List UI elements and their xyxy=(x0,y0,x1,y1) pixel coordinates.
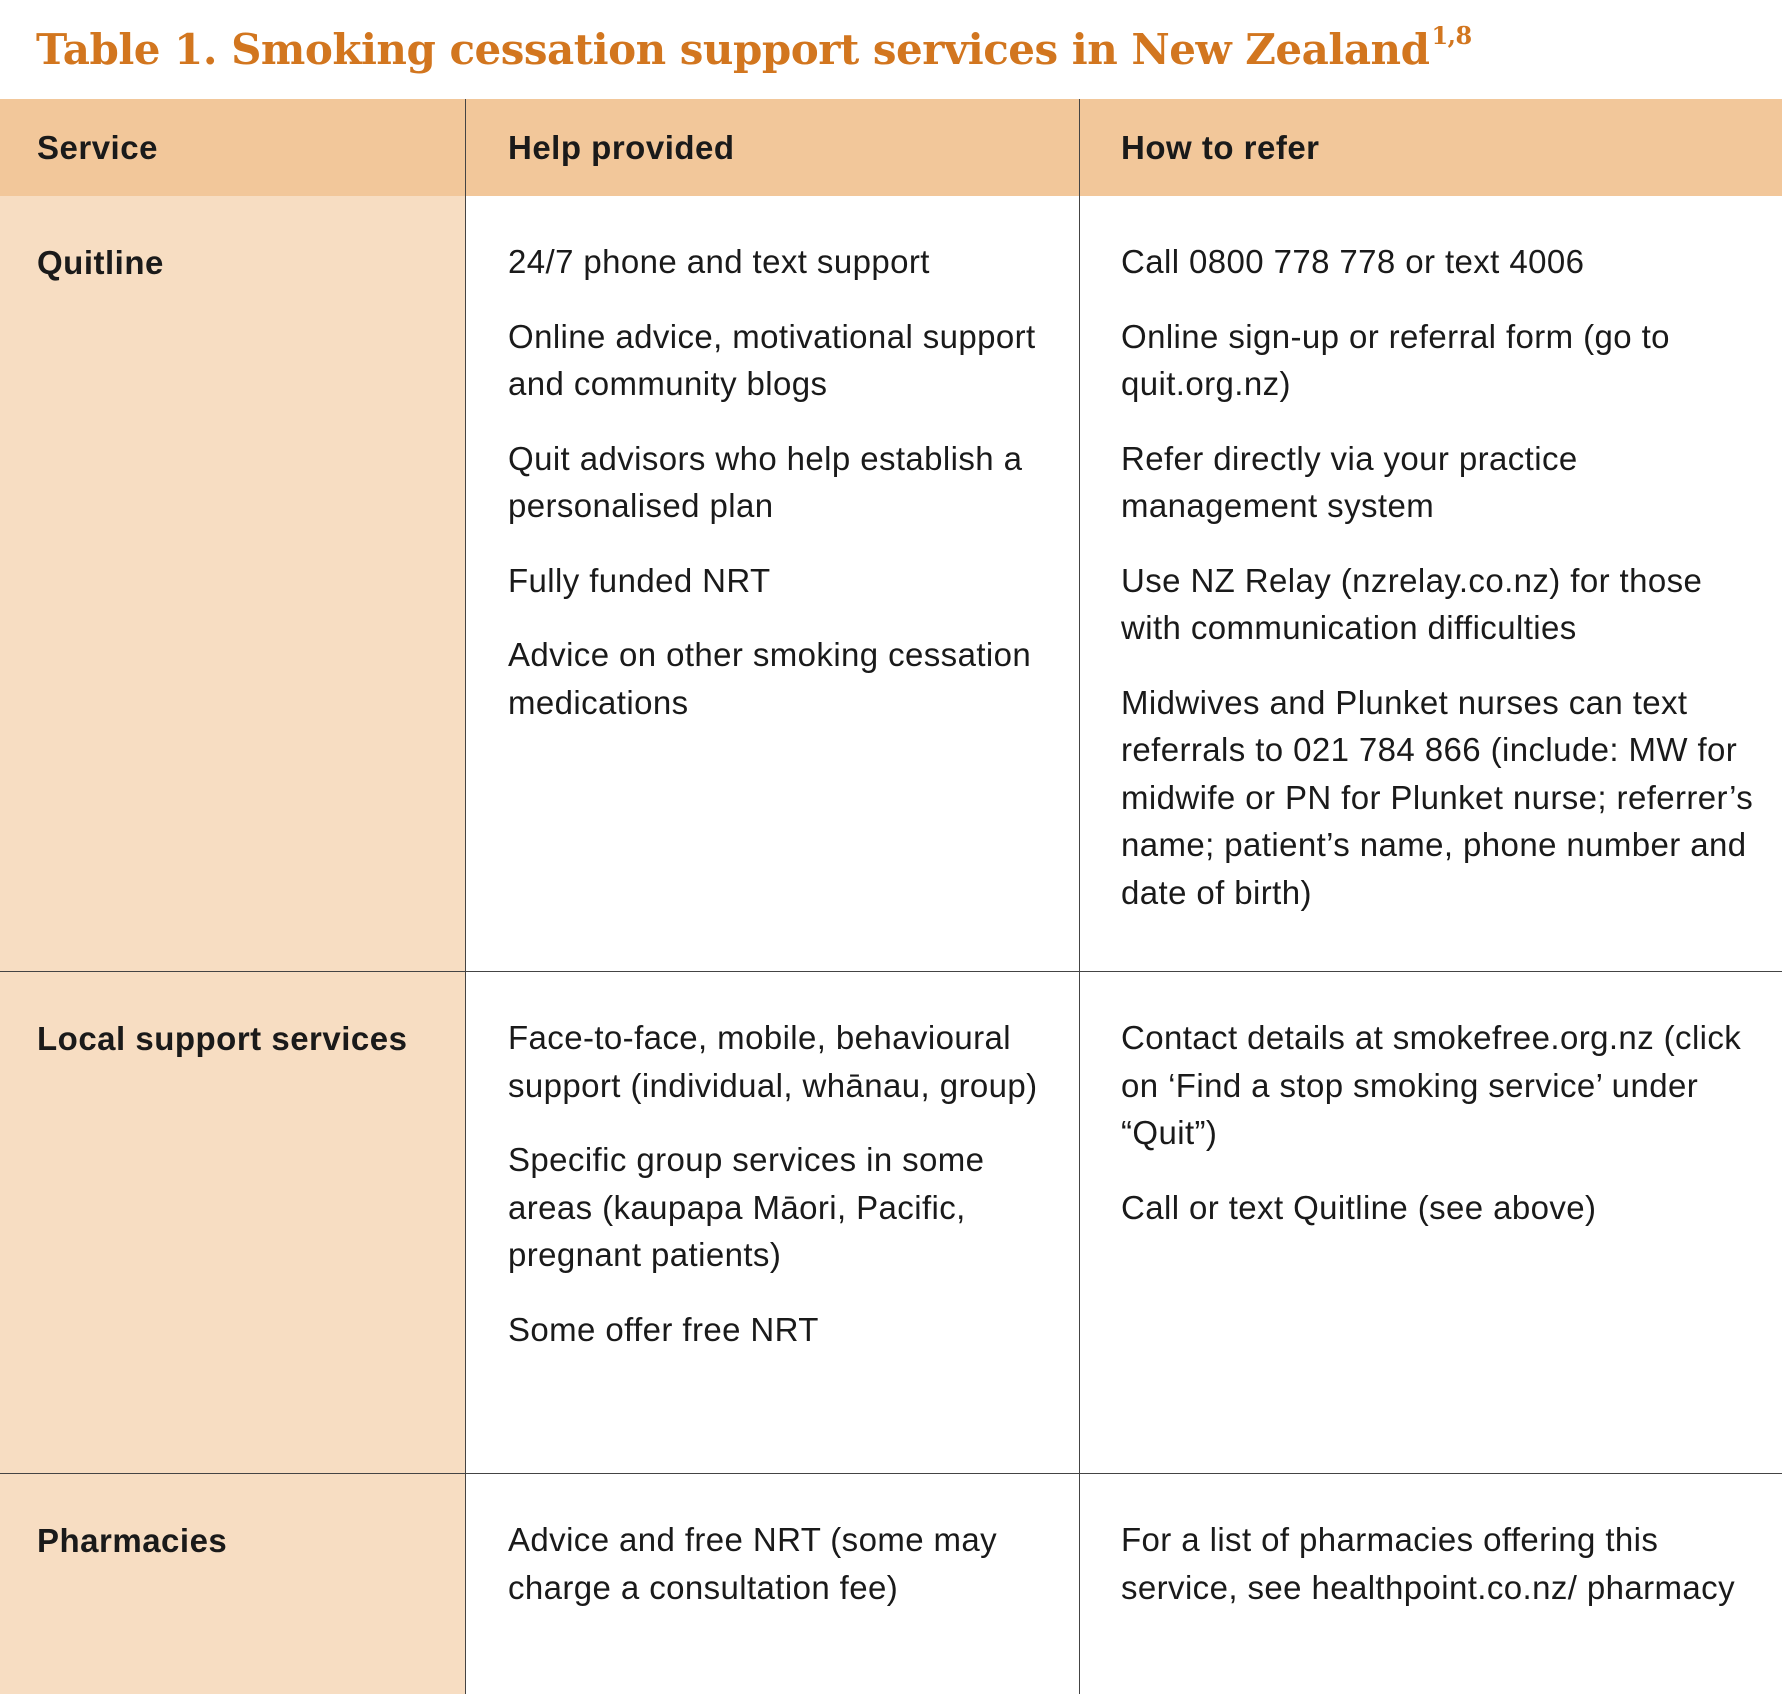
refer-item: For a list of pharmacies offering this service, see healthpoint.co.nz/ pharmacy xyxy=(1121,1521,1735,1606)
header-how-to-refer xyxy=(1079,99,1782,196)
help-item: Specific group services in some areas (kaupapa Māori, Pacific, pregnant patients) xyxy=(508,1141,985,1273)
row-quitline-service xyxy=(0,196,465,971)
help-item: Some offer free NRT xyxy=(508,1310,819,1348)
header-service-label: Service xyxy=(37,128,158,166)
row-pharmacies-refer xyxy=(1079,1473,1782,1694)
header-refer-label: How to refer xyxy=(1121,128,1320,166)
refer-item: Refer directly via your practice management system xyxy=(1121,439,1578,524)
header-help-label: Help provided xyxy=(508,128,735,166)
refer-item: Online sign-up or referral form (go to quit.org.nz) xyxy=(1121,317,1670,402)
refer-item: Use NZ Relay (nzrelay.co.nz) for those with communication difficulties xyxy=(1121,561,1703,646)
help-item: Advice and free NRT (some may charge a consultation fee) xyxy=(508,1521,998,1606)
row-local-support-help xyxy=(465,971,1079,1473)
row-quitline-help xyxy=(465,196,1079,971)
help-item: 24/7 phone and text support xyxy=(508,243,930,280)
refer-item: Contact details at smokefree.org.nz (click on ‘Find a stop smoking service’ under “Quit”) xyxy=(1121,1019,1742,1151)
help-item: Fully funded NRT xyxy=(508,561,771,599)
row-pharmacies-service xyxy=(0,1473,465,1694)
row-quitline-refer xyxy=(1079,196,1782,971)
help-item: Quit advisors who help establish a personalised plan xyxy=(508,439,1023,524)
row-local-support-service xyxy=(0,971,465,1473)
help-item: Online advice, motivational support and community blogs xyxy=(508,317,1036,402)
table-title xyxy=(36,20,1472,80)
row-pharmacies-help xyxy=(465,1473,1079,1694)
refer-item: Midwives and Plunket nurses can text referrals to 021 784 866 (include: MW for midwife or PN for Plunket nurse; referrer’s name; patient’s name, phone number and date of birth) xyxy=(1121,683,1754,911)
header-help-provided xyxy=(465,99,1079,196)
table-title-text: Table 1. Smoking cessation support services in New Zealand xyxy=(36,25,1430,74)
refer-item: Call or text Quitline (see above) xyxy=(1121,1188,1597,1226)
help-item: Advice on other smoking cessation medications xyxy=(508,636,1032,721)
header-service xyxy=(0,99,465,196)
service-name-local-support: Local support services xyxy=(37,1020,408,1057)
service-name-pharmacies: Pharmacies xyxy=(37,1522,228,1559)
help-item: Face-to-face, mobile, behavioural support (individual, whānau, group) xyxy=(508,1019,1038,1104)
services-table xyxy=(0,99,1782,1694)
row-local-support-refer xyxy=(1079,971,1782,1473)
refer-item: Call 0800 778 778 or text 4006 xyxy=(1121,243,1585,280)
title-footnote-refs: 1,8 xyxy=(1431,21,1472,50)
service-name-quitline: Quitline xyxy=(37,244,164,281)
